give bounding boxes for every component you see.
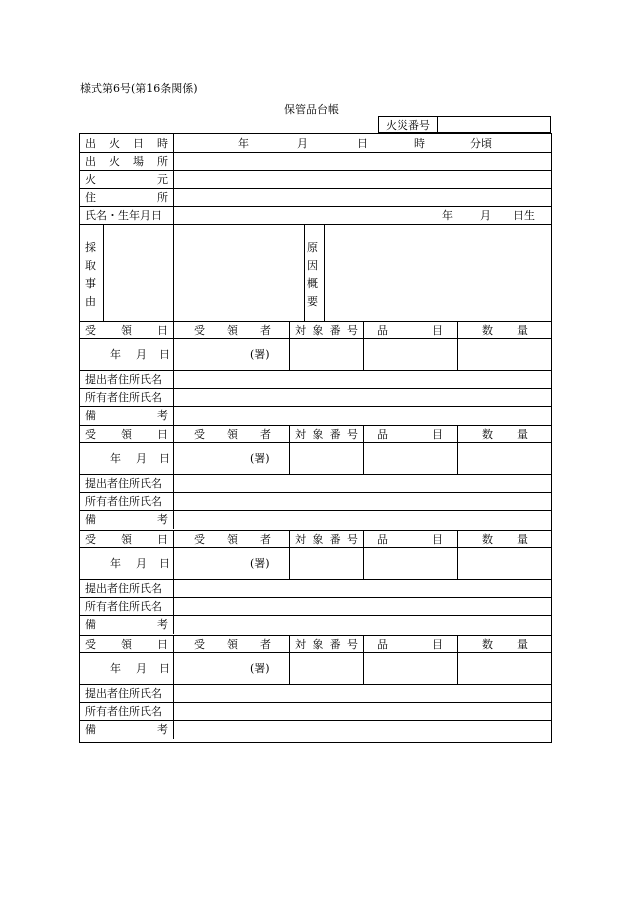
collection-reason-label: 採 取 事 由 — [85, 241, 96, 308]
fire-number-field[interactable] — [438, 117, 550, 132]
record-block-top-border — [80, 530, 551, 531]
datetime-hour-unit: 時 — [414, 137, 425, 150]
received-month-unit: 月 — [136, 662, 147, 675]
received-year-unit: 年 — [110, 348, 121, 361]
column-divider — [289, 635, 290, 684]
birth-year-unit: 年 — [442, 209, 453, 222]
remarks-field[interactable] — [175, 407, 549, 423]
fire-origin-label: 火 元 — [85, 173, 168, 186]
fire-number-box — [378, 116, 551, 133]
quantity-field[interactable] — [459, 654, 549, 682]
quantity-header: 数 量 — [482, 324, 528, 337]
object-number-header: 対 象 番 号 — [295, 638, 358, 651]
column-divider — [363, 635, 364, 684]
column-divider — [363, 425, 364, 474]
form-number: 様式第6号(第16条関係) — [80, 82, 198, 95]
datetime-year-unit: 年 — [238, 137, 249, 150]
seal-mark: (署) — [250, 557, 270, 570]
received-day-unit: 日 — [159, 348, 170, 361]
remarks-field[interactable] — [175, 616, 549, 632]
ledger-form — [79, 133, 552, 743]
owner-field[interactable] — [175, 703, 549, 719]
seal-mark: (署) — [250, 452, 270, 465]
submitter-field[interactable] — [175, 371, 549, 387]
quantity-field[interactable] — [459, 444, 549, 472]
birth-day-unit: 日生 — [513, 209, 535, 222]
quantity-field[interactable] — [459, 549, 549, 577]
quantity-header: 数 量 — [482, 533, 528, 546]
object-number-header: 対 象 番 号 — [295, 533, 358, 546]
column-divider — [457, 321, 458, 370]
column-divider — [289, 530, 290, 579]
column-divider — [289, 425, 290, 474]
outbreak-place-field[interactable] — [175, 153, 549, 169]
row-divider — [80, 224, 551, 225]
recipient-header: 受 領 者 — [194, 533, 271, 546]
received-month-unit: 月 — [136, 348, 147, 361]
submitter-field[interactable] — [175, 580, 549, 596]
quantity-header: 数 量 — [482, 428, 528, 441]
object-number-header: 対 象 番 号 — [295, 428, 358, 441]
submitter-label: 提出者住所氏名 — [85, 687, 162, 700]
name-birth-label: 氏名・生年月日 — [85, 209, 162, 222]
owner-field[interactable] — [175, 493, 549, 509]
submitter-field[interactable] — [175, 685, 549, 701]
remarks-label: 備 考 — [85, 723, 168, 736]
owner-field[interactable] — [175, 389, 549, 405]
collection-reason-field[interactable] — [105, 226, 302, 319]
label-column-divider — [173, 635, 174, 739]
owner-label: 所有者住所氏名 — [85, 600, 162, 613]
row-divider — [80, 547, 551, 548]
address-field[interactable] — [175, 189, 549, 205]
received-day-unit: 日 — [159, 452, 170, 465]
address-label: 住 所 — [85, 191, 168, 204]
record-block-top-border — [80, 635, 551, 636]
row-divider — [80, 206, 551, 207]
owner-label: 所有者住所氏名 — [85, 495, 162, 508]
reason-label-divider — [103, 224, 104, 321]
object-number-header: 対 象 番 号 — [295, 324, 358, 337]
received-day-unit: 日 — [159, 557, 170, 570]
datetime-month-unit: 月 — [297, 137, 308, 150]
datetime-day-unit: 日 — [357, 137, 368, 150]
object-number-field[interactable] — [365, 654, 455, 682]
cause-label-divider-left — [304, 224, 305, 321]
submitter-label: 提出者住所氏名 — [85, 582, 162, 595]
column-divider — [363, 530, 364, 579]
row-divider — [80, 338, 551, 339]
label-column-divider — [173, 321, 174, 425]
outbreak-place-label: 出 火 場 所 — [85, 155, 168, 168]
received-date-header: 受 領 日 — [85, 638, 168, 651]
submitter-label: 提出者住所氏名 — [85, 373, 162, 386]
submitter-field[interactable] — [175, 475, 549, 491]
owner-label: 所有者住所氏名 — [85, 391, 162, 404]
remarks-field[interactable] — [175, 511, 549, 527]
remarks-field[interactable] — [175, 721, 549, 737]
column-divider — [457, 530, 458, 579]
recipient-header: 受 領 者 — [194, 638, 271, 651]
received-month-unit: 月 — [136, 452, 147, 465]
row-divider — [80, 652, 551, 653]
outbreak-datetime-label: 出 火 日 時 — [85, 137, 168, 150]
cause-label-divider-right — [324, 224, 325, 321]
received-day-unit: 日 — [159, 662, 170, 675]
datetime-minute-unit: 分頃 — [470, 137, 492, 150]
received-year-unit: 年 — [110, 452, 121, 465]
seal-mark: (署) — [250, 662, 270, 675]
received-date-header: 受 領 日 — [85, 428, 168, 441]
label-column-divider — [173, 425, 174, 529]
received-month-unit: 月 — [136, 557, 147, 570]
owner-label: 所有者住所氏名 — [85, 705, 162, 718]
column-divider — [289, 321, 290, 370]
remarks-label: 備 考 — [85, 618, 168, 631]
quantity-field[interactable] — [459, 340, 549, 368]
quantity-header: 数 量 — [482, 638, 528, 651]
received-date-header: 受 領 日 — [85, 533, 168, 546]
column-divider — [363, 321, 364, 370]
recipient-header: 受 領 者 — [194, 428, 271, 441]
item-header: 品 目 — [377, 324, 443, 337]
row-divider — [80, 442, 551, 443]
received-year-unit: 年 — [110, 557, 121, 570]
fire-origin-field[interactable] — [175, 171, 549, 187]
owner-field[interactable] — [175, 598, 549, 614]
recipient-header: 受 領 者 — [194, 324, 271, 337]
document-title: 保管品台帳 — [284, 103, 339, 116]
record-block-top-border — [80, 321, 551, 322]
cause-summary-label: 原 因 概 要 — [307, 241, 318, 308]
received-date-header: 受 領 日 — [85, 324, 168, 337]
item-header: 品 目 — [377, 533, 443, 546]
received-year-unit: 年 — [110, 662, 121, 675]
item-header: 品 目 — [377, 638, 443, 651]
record-block-top-border — [80, 425, 551, 426]
column-divider — [457, 425, 458, 474]
object-number-field[interactable] — [365, 444, 455, 472]
label-column-divider — [173, 530, 174, 634]
fire-number-label: 火災番号 — [379, 117, 438, 132]
remarks-label: 備 考 — [85, 409, 168, 422]
item-header: 品 目 — [377, 428, 443, 441]
column-divider — [457, 635, 458, 684]
object-number-field[interactable] — [365, 340, 455, 368]
remarks-label: 備 考 — [85, 513, 168, 526]
submitter-label: 提出者住所氏名 — [85, 477, 162, 490]
cause-summary-field[interactable] — [326, 226, 549, 319]
birth-month-unit: 月 — [480, 209, 491, 222]
seal-mark: (署) — [250, 348, 270, 361]
object-number-field[interactable] — [365, 549, 455, 577]
